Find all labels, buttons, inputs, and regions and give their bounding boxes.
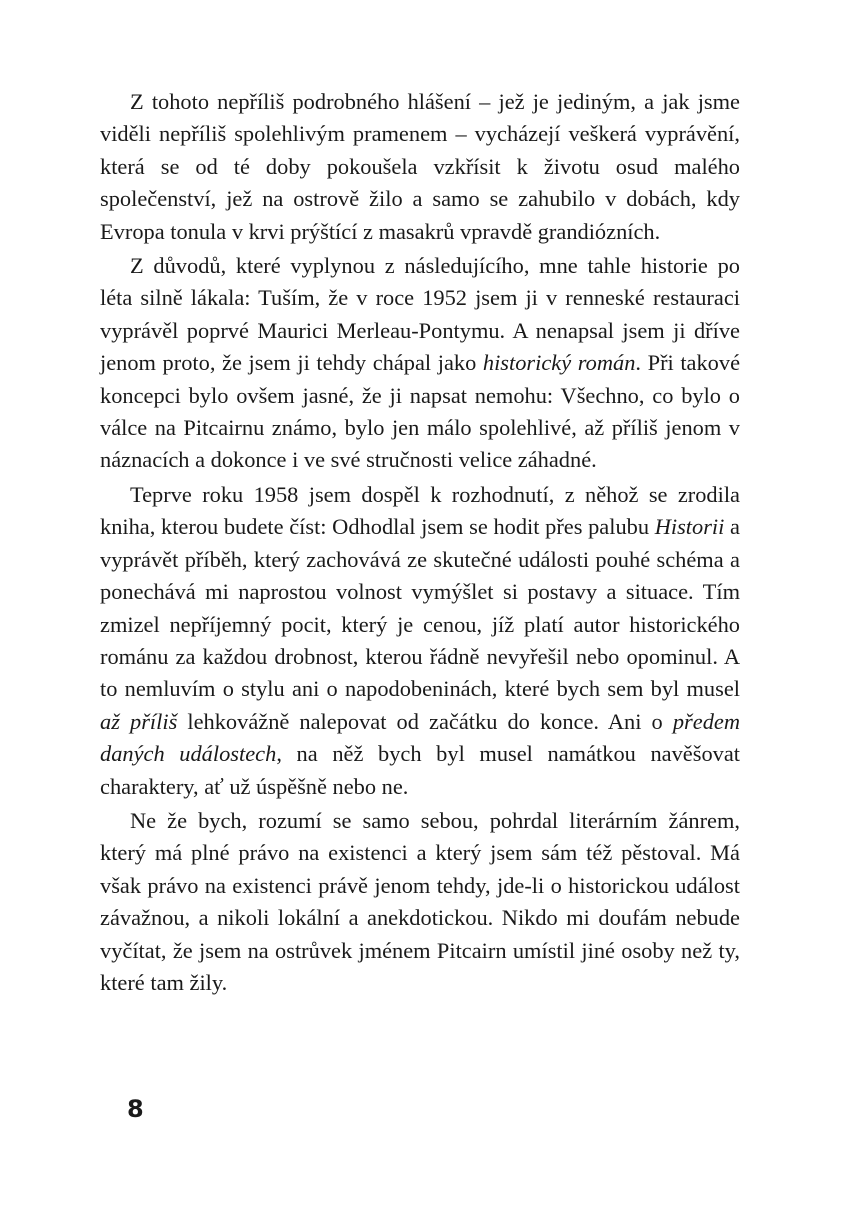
page-number: 8: [127, 1095, 144, 1123]
text-run: Z tohoto nepříliš podrobného hlášení – jež je jediným, a jak jsme viděli nepříliš spolehlivým pramenem – vycházejí veškerá vyprávění, která se od té doby pokoušela vzkřísit k životu osud malého společenství, jež na ostrově žilo a samo se zahubilo v dobách, kdy Evropa tonula v krvi prýštící z masakrů vpravdě grandiózních.: [100, 89, 740, 244]
italic-run: historický román: [482, 350, 636, 376]
body-text: [100, 86, 740, 999]
paragraph-4: [100, 805, 740, 999]
text-run: , na něž bych byl musel namátkou navěšovat charaktery, ať už úspěšně nebo ne.: [100, 741, 741, 799]
text-run: . Při takové koncepci bylo ovšem jasné, že ji napsat nemohu: Všechno, co bylo o válce na Pitcairnu známo, bylo jen málo spolehlivé, až příliš jenom v náznacích a dokonce i ve své stručnosti velice záhadné.: [100, 350, 741, 473]
italic-run: předem daných událostech: [100, 708, 740, 767]
paragraph-3: [100, 479, 740, 803]
italic-run: až příliš: [100, 708, 178, 734]
text-run: lehkovážně nalepovat od začátku do konce. Ani o: [177, 708, 673, 734]
paragraph-1: [100, 86, 740, 248]
paragraph-2: [100, 250, 740, 477]
text-run: Z důvodů, které vyplynou z následujícího, mne tahle historie po léta silně lákala: Tuším, že v roce 1952 jsem ji v renneské restauraci vyprávěl poprvé Maurici Merleau-Pontymu. A nenapsal jsem ji dříve jenom proto, že jsem ji tehdy chápal jako: [100, 253, 740, 376]
text-run: Ne že bych, rozumí se samo sebou, pohrdal literárním žánrem, který má plné právo na existenci a který jsem sám též pěstoval. Má však právo na existenci právě jenom tehdy, jde-li o historickou událost závažnou, a nikoli lokální a anekdotickou. Nikdo mi doufám nebude vyčítat, že jsem na ostrůvek jménem Pitcairn umístil jiné osoby než ty, které tam žily.: [100, 807, 740, 995]
text-run: Teprve roku 1958 jsem dospěl k rozhodnutí, z něhož se zrodila kniha, kterou budete číst: Odhodlal jsem se hodit přes palubu: [100, 481, 740, 540]
text-run: a vyprávět příběh, který zachovává ze skutečné události pouhé schéma a ponechává mi naprostou volnost vymýšlet si postavy a situace. Tím zmizel nepříjemný pocit, který je cenou, jíž platí autor historického románu za každou drobnost, kterou řádně nevyřešil nebo opominul. A to nemluvím o stylu ani o napodobeninách, které bych sem byl musel: [100, 514, 740, 702]
italic-run: Historii: [654, 514, 725, 540]
